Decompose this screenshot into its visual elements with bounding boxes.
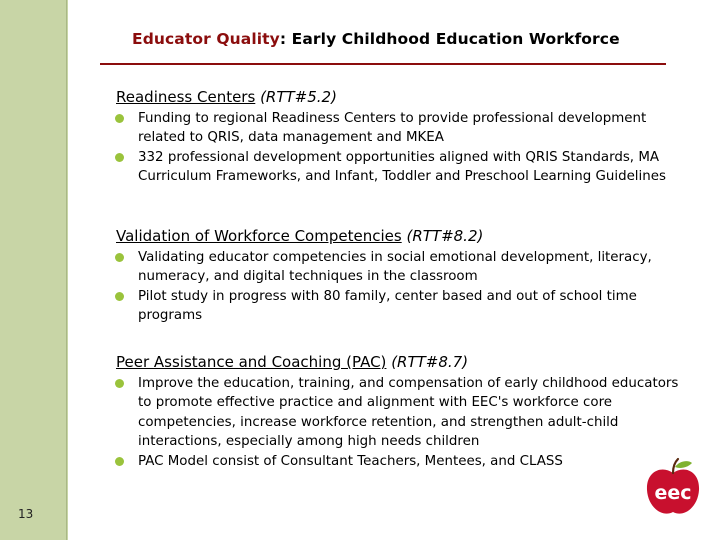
heading-ref: (RTT#5.2) — [260, 88, 337, 106]
sidebar-divider — [66, 0, 67, 540]
list-item — [116, 452, 696, 471]
section-peer-assistance — [116, 353, 696, 471]
bullet-text: Pilot study in progress with 80 family, center based and out of school time programs — [138, 288, 637, 324]
logo-text: eec — [654, 482, 692, 504]
section-heading — [116, 227, 696, 246]
list-item — [116, 374, 696, 452]
heading-ref: (RTT#8.2) — [406, 227, 484, 245]
bullet-text: Funding to regional Readiness Centers to provide professional development related to QRIS, data management and MKEA — [138, 111, 647, 146]
section-heading — [116, 353, 696, 372]
list-item — [116, 109, 696, 148]
heading-ref: (RTT#8.7) — [391, 353, 469, 371]
heading-text: Peer Assistance and Coaching (PAC) — [116, 353, 387, 371]
slide-title — [132, 30, 702, 48]
bullet-icon — [115, 153, 124, 162]
title-rest: : Early Childhood Education Workforce — [279, 30, 620, 48]
title-divider — [100, 63, 666, 65]
bullet-icon — [115, 114, 124, 123]
heading-text: Readiness Centers — [116, 88, 256, 106]
list-item — [116, 148, 696, 187]
section-workforce-competencies — [116, 227, 696, 326]
section-heading — [116, 88, 696, 107]
bullet-icon — [115, 379, 124, 388]
page-number: 13 — [18, 507, 34, 521]
bullet-list — [116, 374, 696, 471]
bullet-text: PAC Model consist of Consultant Teachers, Mentees, and CLASS — [138, 453, 563, 469]
left-sidebar-band — [0, 0, 68, 540]
bullet-list — [116, 109, 696, 187]
bullet-icon — [115, 457, 124, 466]
list-item — [116, 287, 696, 326]
heading-text: Validation of Workforce Competencies — [116, 227, 402, 245]
list-item — [116, 248, 696, 287]
eec-logo — [640, 455, 706, 521]
bullet-list — [116, 248, 696, 326]
bullet-text: 332 professional development opportunities aligned with QRIS Standards, MA Curriculum Frameworks, and Infant, Toddler and Preschool Learning Guidelines — [138, 149, 666, 185]
title-accent: Educator Quality — [132, 30, 280, 48]
section-readiness-centers — [116, 88, 696, 187]
bullet-icon — [115, 292, 124, 301]
bullet-text: Validating educator competencies in social emotional development, literacy, numeracy, and digital techniques in the classroom — [138, 250, 652, 285]
bullet-text: Improve the education, training, and compensation of early childhood educators to promote effective practice and alignment with EEC's workforce core competencies, increase workforce retention, and strengthen adult-child interactions, especially among high needs children — [138, 376, 679, 450]
bullet-icon — [115, 253, 124, 262]
